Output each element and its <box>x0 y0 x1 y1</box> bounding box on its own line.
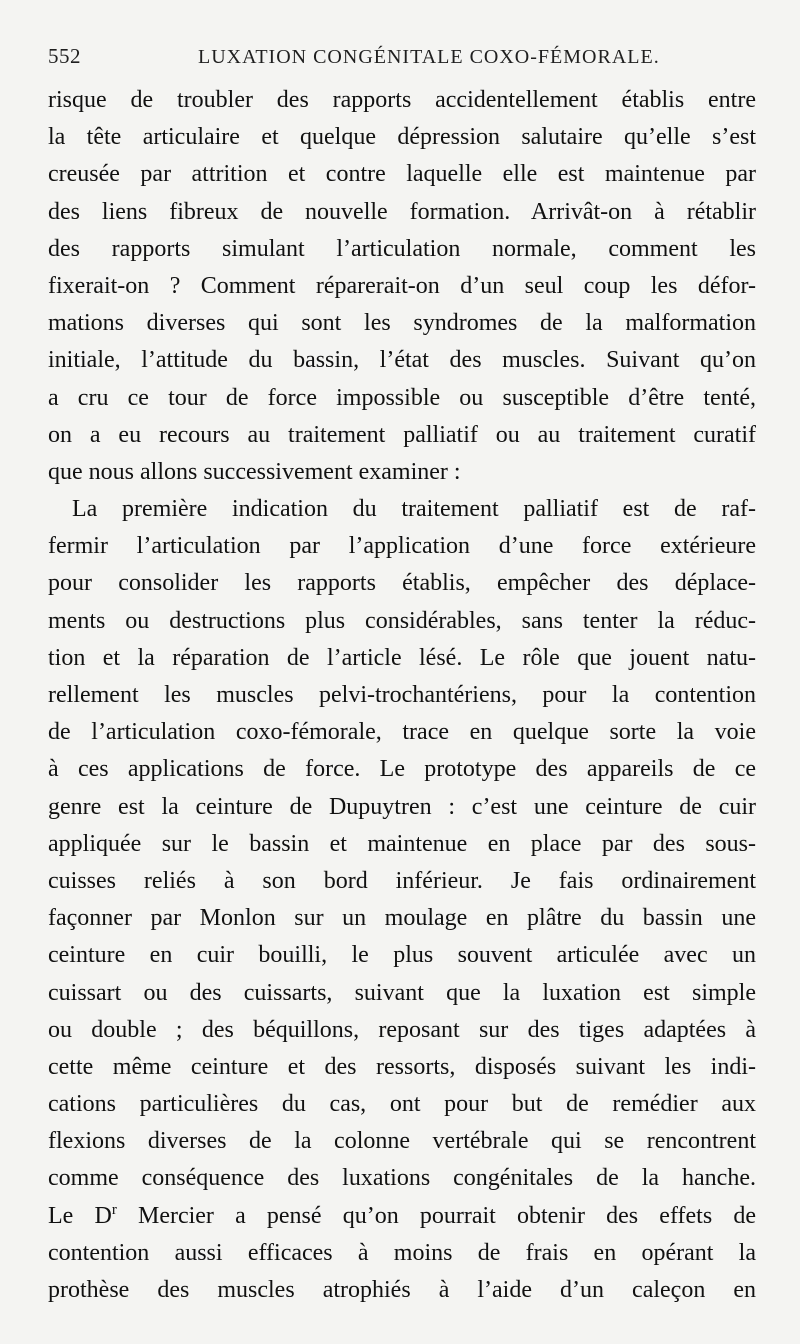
text-line: fermir l’articulation par l’application d’une force extérieure <box>48 533 756 560</box>
text-line: cations particulières du cas, ont pour but de remédier aux <box>48 1091 756 1118</box>
text-line: ments ou destructions plus considérables, sans tenter la réduc- <box>48 607 756 634</box>
text-line: de l’articulation coxo-fémorale, trace en quelque sorte la voie <box>48 719 756 746</box>
line-31-start: Le D <box>48 1202 112 1229</box>
page-number: 552 <box>48 44 81 68</box>
text-line: risque de troubler des rapports accidentellement établis entre <box>48 87 756 113</box>
text-line: des liens fibreux de nouvelle formation. Arrivât-on à rétablir <box>48 198 756 225</box>
text-line: mations diverses qui sont les syndromes de la malformation <box>48 310 756 337</box>
page-header <box>48 40 752 72</box>
text-line: creusée par attrition et contre laquelle elle est maintenue par <box>48 161 756 188</box>
text-line: tion et la réparation de l’article lésé. Le rôle que jouent natu- <box>48 644 756 671</box>
text-line: pour consolider les rapports établis, empêcher des déplace- <box>48 570 756 597</box>
body-text <box>48 82 756 1309</box>
text-line: cuissart ou des cuissarts, suivant que la luxation est simple <box>48 979 756 1006</box>
text-line: que nous allons successivement examiner : <box>48 458 461 485</box>
text-line: prothèse des muscles atrophiés à l’aide d’un caleçon en <box>48 1277 756 1303</box>
text-line <box>48 1198 756 1235</box>
text-line: La première indication du traitement palliatif est de raf- <box>72 496 756 523</box>
text-line: flexions diverses de la colonne vertébrale qui se rencontrent <box>48 1128 756 1155</box>
text-line: ou double ; des béquillons, reposant sur des tiges adaptées à <box>48 1016 756 1043</box>
text-line: des rapports simulant l’articulation normale, comment les <box>48 235 756 262</box>
text-line: genre est la ceinture de Dupuytren : c’est une ceinture de cuir <box>48 793 756 820</box>
text-line: à ces applications de force. Le prototype des appareils de ce <box>48 756 756 783</box>
line-31-end: Mercier a pensé qu’on pourrait obtenir des effets de <box>116 1202 756 1229</box>
text-line: la tête articulaire et quelque dépression salutaire qu’elle s’est <box>48 124 756 151</box>
running-title: LUXATION CONGÉNITALE COXO-FÉMORALE. <box>198 46 660 68</box>
text-line: comme conséquence des luxations congénitales de la hanche. <box>48 1165 756 1192</box>
text-line: on a eu recours au traitement palliatif ou au traitement curatif <box>48 421 756 448</box>
text-line: a cru ce tour de force impossible ou susceptible d’être tenté, <box>48 384 756 411</box>
text-line: cuisses reliés à son bord inférieur. Je fais ordinairement <box>48 867 756 894</box>
doctor-abbreviation-superscript: r <box>111 1201 117 1218</box>
text-line: appliquée sur le bassin et maintenue en place par des sous- <box>48 830 756 857</box>
text-line: contention aussi efficaces à moins de frais en opérant la <box>48 1239 756 1266</box>
text-line: rellement les muscles pelvi-trochantériens, pour la contention <box>48 682 756 708</box>
text-line: fixerait-on ? Comment réparerait-on d’un seul coup les défor- <box>48 272 756 299</box>
text-line: ceinture en cuir bouilli, le plus souvent articulée avec un <box>48 942 756 969</box>
text-line: façonner par Monlon sur un moulage en plâtre du bassin une <box>48 905 756 932</box>
text-line: cette même ceinture et des ressorts, disposés suivant les indi- <box>48 1053 756 1080</box>
text-line: initiale, l’attitude du bassin, l’état des muscles. Suivant qu’on <box>48 347 756 374</box>
